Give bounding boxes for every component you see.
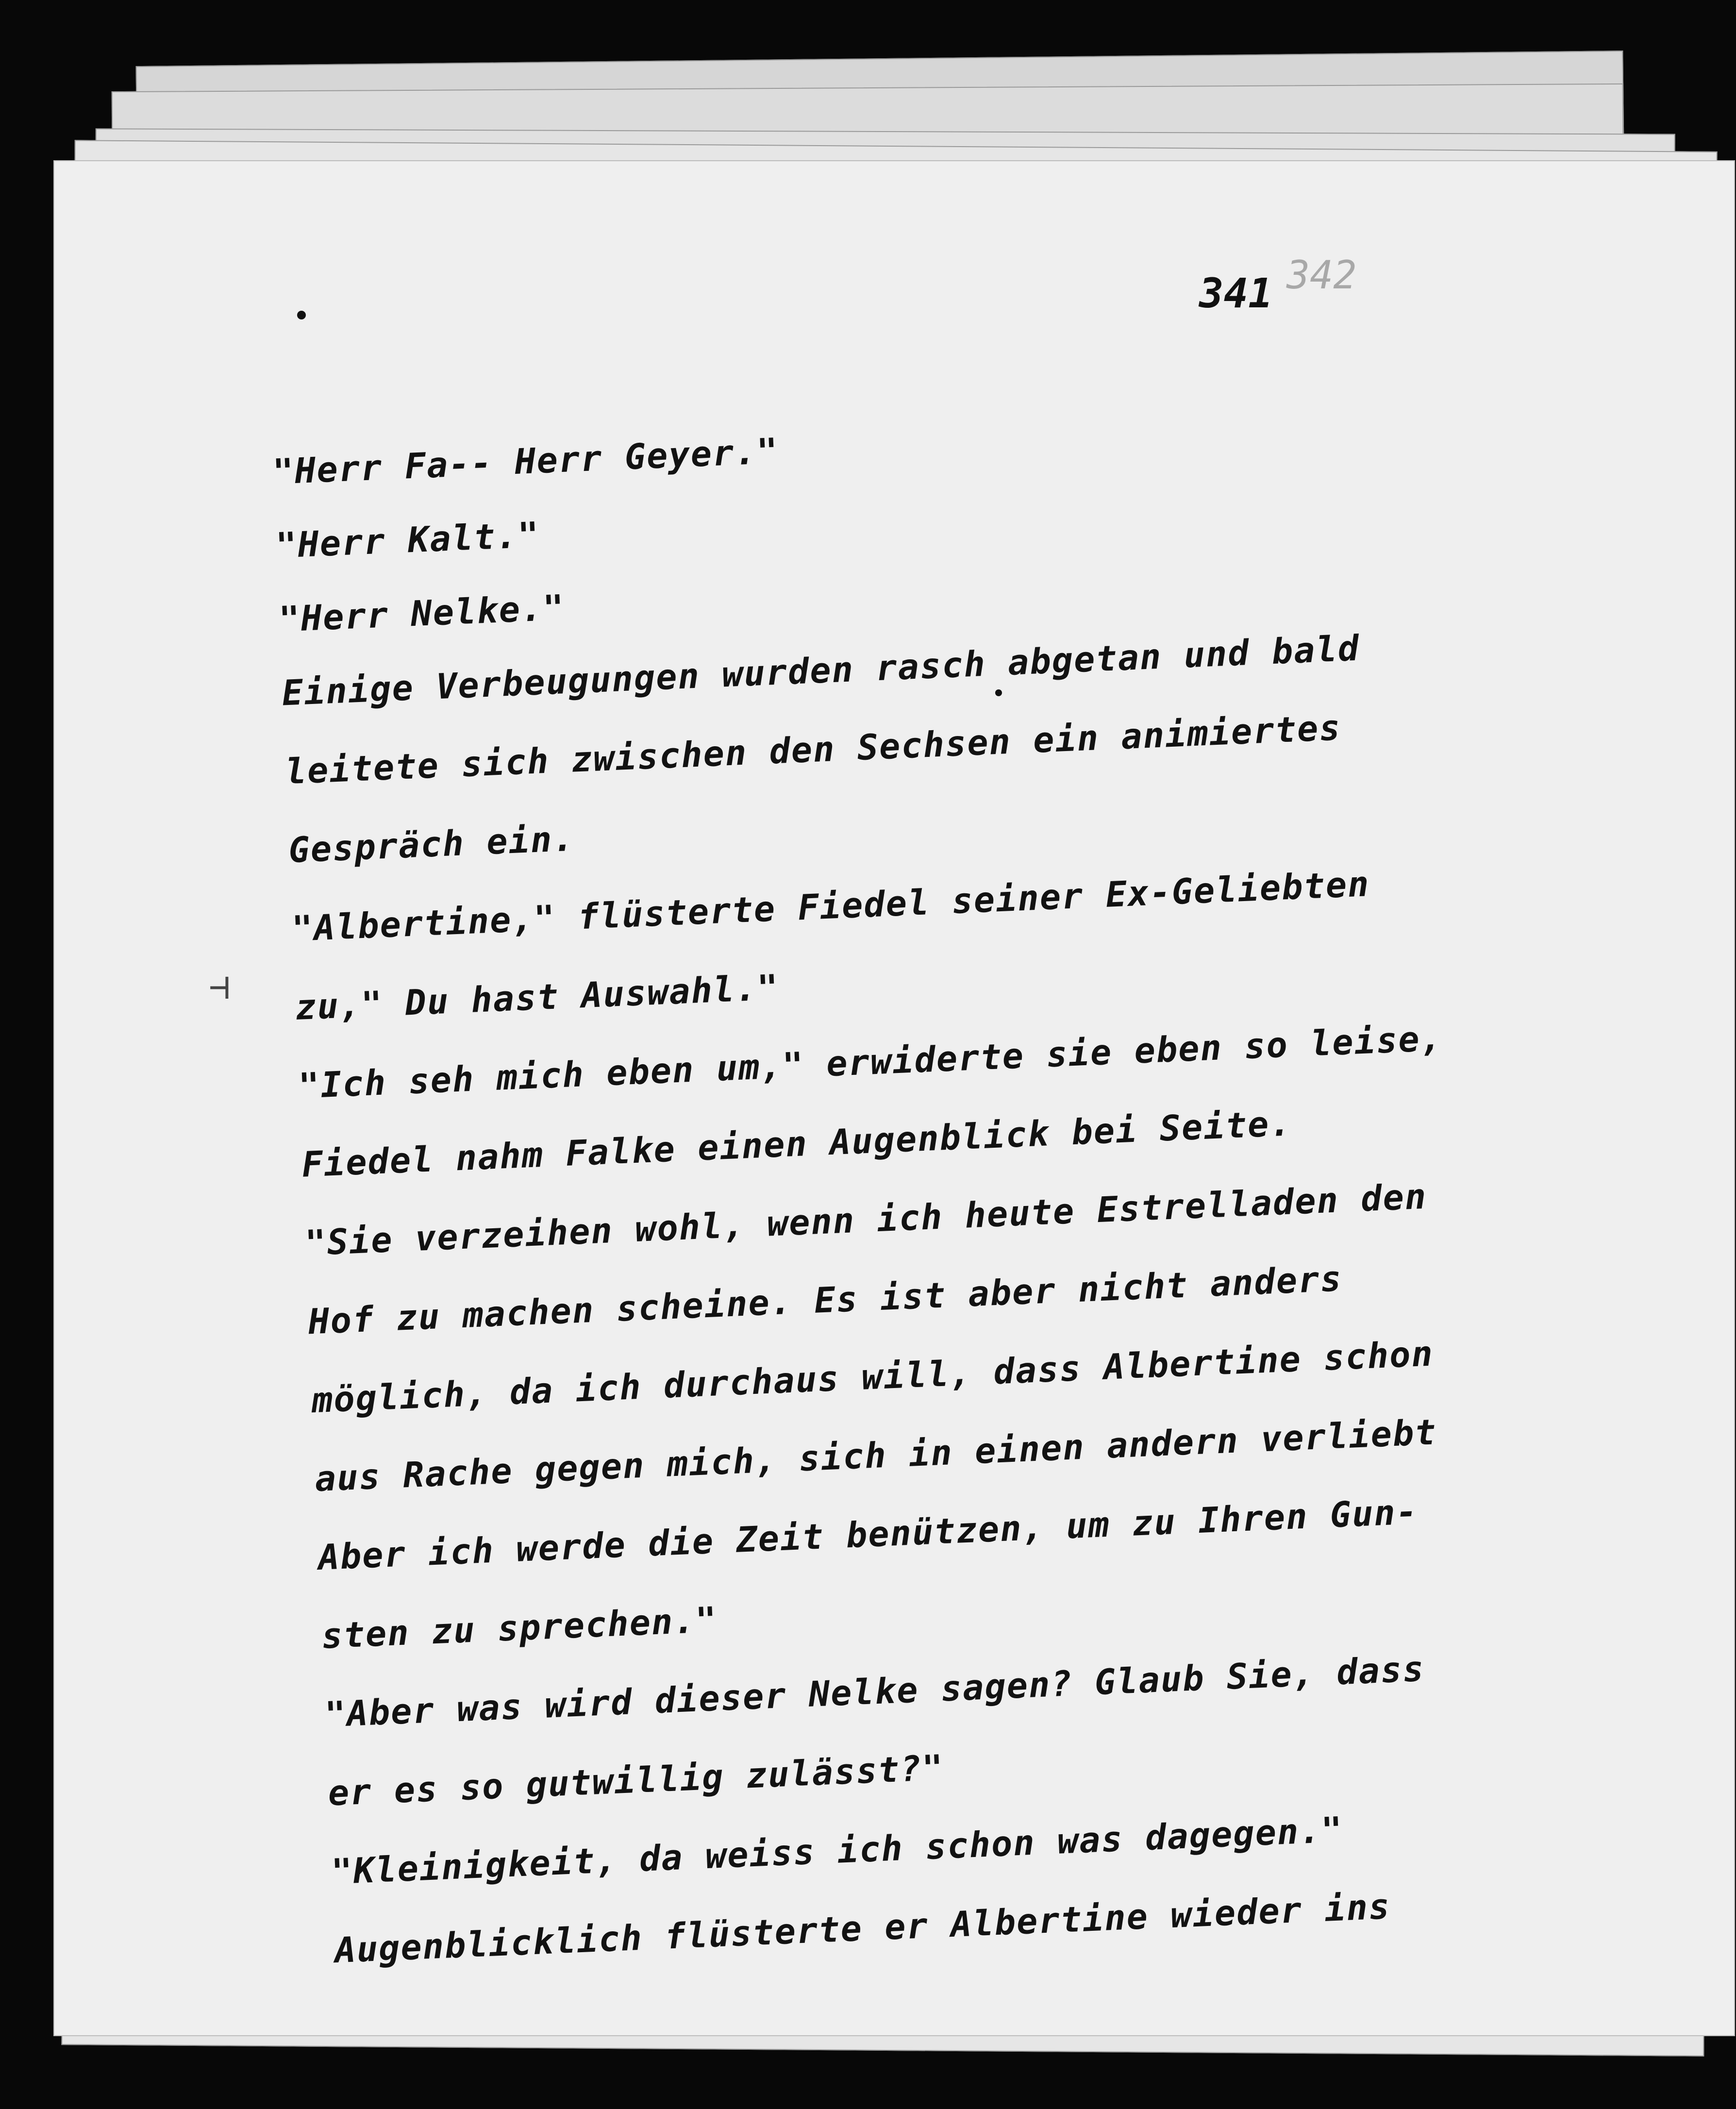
text-line: Augenblicklich flüsterte er Albertine wieder ins [334, 1886, 1391, 1971]
text-line: er es so gutwillig zulässt?" [327, 1747, 945, 1814]
text-line: Hof zu machen scheine. Es ist aber nicht anders [307, 1258, 1343, 1342]
text-line: zu," Du hast Auswahl." [294, 967, 780, 1028]
text-line: Aber ich werde die Zeit benützen, um zu Ihren Gun- [317, 1491, 1419, 1578]
page-number-faded: 342 [1286, 252, 1357, 298]
text-line: "Herr Kalt." [275, 514, 541, 566]
ink-dot [297, 311, 306, 319]
text-line: "Kleinigkeit, da weiss ich schon was dagegen." [330, 1809, 1344, 1892]
text-line: "Sie verzeihen wohl, wenn ich heute Estrelladen den [304, 1175, 1428, 1264]
text-line: "Herr Fa-- Herr Geyer." [272, 430, 780, 492]
text-line: Gespräch ein. [287, 818, 576, 871]
page-number: 341 [1199, 269, 1273, 317]
text-line: "Herr Nelke." [278, 587, 566, 640]
text-line: "Aber was wird dieser Nelke sagen? Glaub Sie, dass [324, 1648, 1426, 1735]
text-line: leitete sich zwischen den Sechsen ein animiertes [284, 707, 1342, 792]
margin-mark: ⊣ [209, 966, 230, 1007]
text-line: aus Rache gegen mich, sich in einen andern verliebt [314, 1411, 1438, 1500]
text-line: "Ich seh mich eben um," erwiderte sie eben so leise, [298, 1018, 1443, 1106]
text-line: sten zu sprechen." [320, 1599, 718, 1657]
text-line: möglich, da ich durchaus will, dass Albertine schon [311, 1333, 1435, 1421]
text-line: "Albertine," flüsterte Fiedel seiner Ex-Geliebten [291, 863, 1371, 950]
text-line: Fiedel nahm Falke einen Augenblick bei Seite. [300, 1103, 1293, 1185]
text-line: Einige Verbeugungen wurden rasch abgetan und bald [281, 627, 1361, 714]
typewritten-text [272, 398, 1606, 1971]
